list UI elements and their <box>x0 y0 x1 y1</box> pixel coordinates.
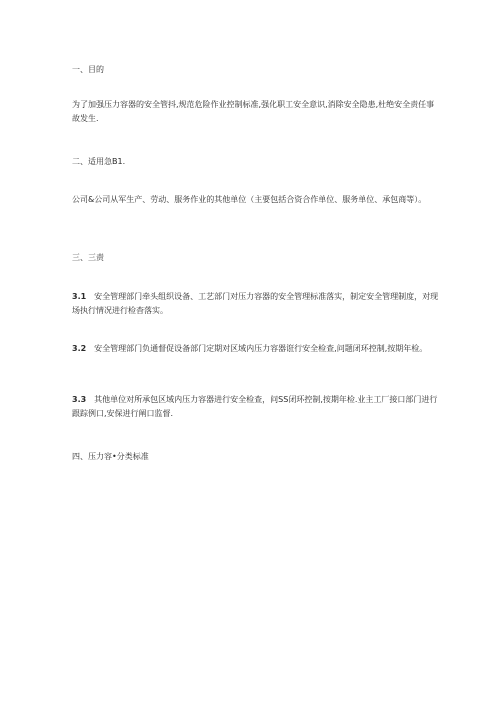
item-number: 3.1 <box>72 292 87 301</box>
section-paragraph-purpose: 为了加强压力容器的安全管抖,规范危险作业控制标准,强化职工安全意识,消除安全隐患,杜绝安全责任事故发生. <box>72 100 435 123</box>
section-heading-classification: 四、压力容•分类标准 <box>72 452 149 461</box>
item-number: 3.3 <box>72 395 87 404</box>
item-text: 安全管理部门牵头组织设备、工艺部门对压力容器的安全管理标准落实，制定安全管理制度，对现场执行情况进行检杳落实。 <box>72 292 439 315</box>
section-heading-scope: 二、适用急B1. <box>72 157 126 166</box>
responsibility-item <box>72 342 440 356</box>
responsibility-item <box>72 290 440 318</box>
section-heading-purpose: 一、目的 <box>72 65 104 74</box>
item-text: 安全管理部门负通督促设备部门定期对区域内压力容器诳行安全检查,问题闭环控制,按期年检。 <box>94 344 428 353</box>
item-number: 3.2 <box>72 344 87 353</box>
responsibility-item <box>72 393 440 421</box>
section-paragraph-scope: 公司&公司从军生产、劳动、服务作业的其他单位（主要包括合资合作单位、服务单位、承包商等）。 <box>72 195 427 204</box>
section-heading-responsibilities: 三、三责 <box>72 253 104 262</box>
item-text: 其他单位对所承包区域内压力容器进行安全检查，问SS闭环控制,按期年检.业主工厂接口部门进行跟踪例口,安保进行阐口监督. <box>72 395 438 418</box>
